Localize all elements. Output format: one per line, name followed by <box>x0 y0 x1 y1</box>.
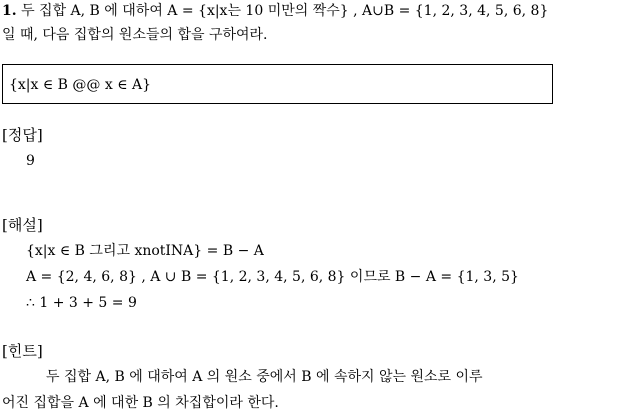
explanation-line-2: A = {2, 4, 6, 8} , A ∪ B = {1, 2, 3, 4, 5, 6, 8} 이므로 B − A = {1, 3, 5} <box>26 269 519 285</box>
problem-line-1 <box>2 2 548 20</box>
explanation-line-3: ∴ 1 + 3 + 5 = 9 <box>26 295 137 311</box>
hint-line-2: 어진 집합을 A 에 대한 B 의 차집합이라 한다. <box>2 395 279 411</box>
problem-statement-line-2: 일 때, 다음 집합의 원소들의 합을 구하여라. <box>2 27 268 43</box>
hint-label: [힌트] <box>2 342 43 360</box>
problem-statement-line-1: 두 집합 A, B 에 대하여 A = {x|x는 10 미만의 짝수} , A∪B = {1, 2, 3, 4, 5, 6, 8} <box>21 3 549 19</box>
question-expression: {x|x ∈ B @@ x ∈ A} <box>9 77 152 93</box>
answer-label: [정답] <box>2 126 43 144</box>
problem-number: 1. <box>2 3 17 19</box>
question-box <box>2 64 553 104</box>
explanation-line-1: {x|x ∈ B 그리고 xnotINA} = B − A <box>26 243 264 259</box>
hint-line-1: 두 집합 A, B 에 대하여 A 의 원소 중에서 B 에 속하지 않는 원소로 이루 <box>46 369 483 385</box>
explanation-label: [해설] <box>2 216 43 234</box>
answer-value: 9 <box>26 153 35 169</box>
